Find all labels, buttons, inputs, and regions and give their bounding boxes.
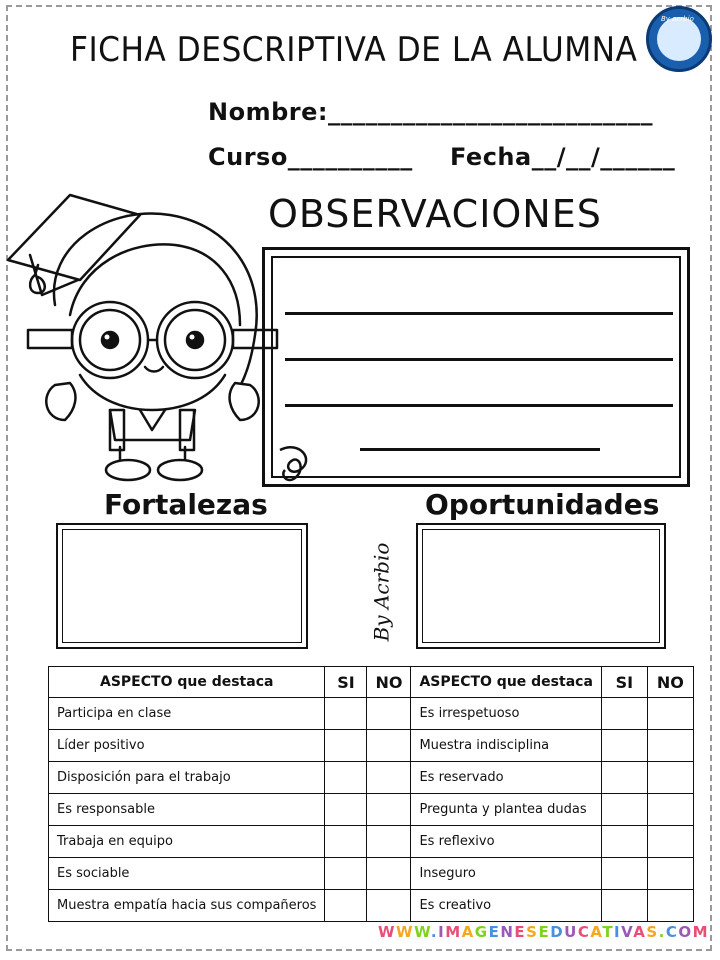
table-row: [49, 826, 694, 858]
aspect-right: Muestra indisciplina: [411, 730, 601, 762]
no-checkbox[interactable]: [367, 698, 411, 730]
header-si-left: SI: [325, 667, 367, 698]
si-checkbox[interactable]: [325, 794, 367, 826]
table-row: [49, 698, 694, 730]
table-header-row: [49, 667, 694, 698]
header-aspecto-right: ASPECTO que destaca: [411, 667, 601, 698]
no-checkbox[interactable]: [367, 826, 411, 858]
table-row: [49, 762, 694, 794]
graduate-girl-illustration: [0, 185, 290, 495]
writing-line[interactable]: [285, 312, 673, 315]
writing-line[interactable]: [360, 448, 600, 451]
writing-line[interactable]: [285, 358, 673, 361]
si-checkbox[interactable]: [601, 762, 647, 794]
page-title: FICHA DESCRIPTIVA DE LA ALUMNA: [70, 30, 638, 70]
no-checkbox[interactable]: [647, 794, 693, 826]
no-checkbox[interactable]: [647, 698, 693, 730]
no-checkbox[interactable]: [367, 762, 411, 794]
logo-text: By acrbio: [661, 15, 694, 23]
no-checkbox[interactable]: [367, 858, 411, 890]
curl-decoration-icon: [275, 440, 325, 490]
table-row: [49, 794, 694, 826]
no-checkbox[interactable]: [647, 890, 693, 922]
aspect-right: Es irrespetuoso: [411, 698, 601, 730]
aspect-right: Pregunta y plantea dudas: [411, 794, 601, 826]
author-byline: By Acrbio: [369, 542, 394, 642]
header-no-right: NO: [647, 667, 693, 698]
aspect-left: Trabaja en equipo: [49, 826, 325, 858]
brand-logo: [646, 6, 712, 72]
fortalezas-title: Fortalezas: [104, 488, 268, 521]
observaciones-board: [262, 247, 690, 487]
oportunidades-box[interactable]: [416, 523, 666, 649]
no-checkbox[interactable]: [367, 794, 411, 826]
header-aspecto-left: ASPECTO que destaca: [49, 667, 325, 698]
aspect-right: Es creativo: [411, 890, 601, 922]
aspect-right: Es reflexivo: [411, 826, 601, 858]
footer-watermark: WWW.IMAGENESEDUCATIVAS.COM: [378, 923, 710, 941]
aspects-table: [48, 666, 694, 922]
si-checkbox[interactable]: [325, 730, 367, 762]
si-checkbox[interactable]: [325, 762, 367, 794]
si-checkbox[interactable]: [601, 890, 647, 922]
no-checkbox[interactable]: [367, 730, 411, 762]
no-checkbox[interactable]: [647, 858, 693, 890]
header-no-left: NO: [367, 667, 411, 698]
table-row: [49, 730, 694, 762]
si-checkbox[interactable]: [601, 794, 647, 826]
table-row: [49, 890, 694, 922]
observaciones-title: OBSERVACIONES: [268, 192, 602, 236]
oportunidades-title: Oportunidades: [425, 488, 660, 521]
aspect-right: Es reservado: [411, 762, 601, 794]
fecha-field[interactable]: Fecha__/__/______: [450, 143, 676, 171]
si-checkbox[interactable]: [325, 858, 367, 890]
si-checkbox[interactable]: [325, 826, 367, 858]
writing-line[interactable]: [285, 404, 673, 407]
no-checkbox[interactable]: [367, 890, 411, 922]
curso-field[interactable]: Curso__________: [208, 143, 413, 171]
si-checkbox[interactable]: [601, 858, 647, 890]
aspect-left: Es responsable: [49, 794, 325, 826]
nombre-field[interactable]: Nombre:__________________________: [208, 98, 653, 126]
table-row: [49, 858, 694, 890]
aspect-left: Es sociable: [49, 858, 325, 890]
no-checkbox[interactable]: [647, 762, 693, 794]
si-checkbox[interactable]: [601, 730, 647, 762]
si-checkbox[interactable]: [325, 698, 367, 730]
header-si-right: SI: [601, 667, 647, 698]
aspect-left: Líder positivo: [49, 730, 325, 762]
si-checkbox[interactable]: [601, 698, 647, 730]
no-checkbox[interactable]: [647, 826, 693, 858]
aspect-right: Inseguro: [411, 858, 601, 890]
no-checkbox[interactable]: [647, 730, 693, 762]
fortalezas-box[interactable]: [56, 523, 308, 649]
aspect-left: Muestra empatía hacia sus compañeros: [49, 890, 325, 922]
aspect-left: Disposición para el trabajo: [49, 762, 325, 794]
aspect-left: Participa en clase: [49, 698, 325, 730]
si-checkbox[interactable]: [325, 890, 367, 922]
si-checkbox[interactable]: [601, 826, 647, 858]
